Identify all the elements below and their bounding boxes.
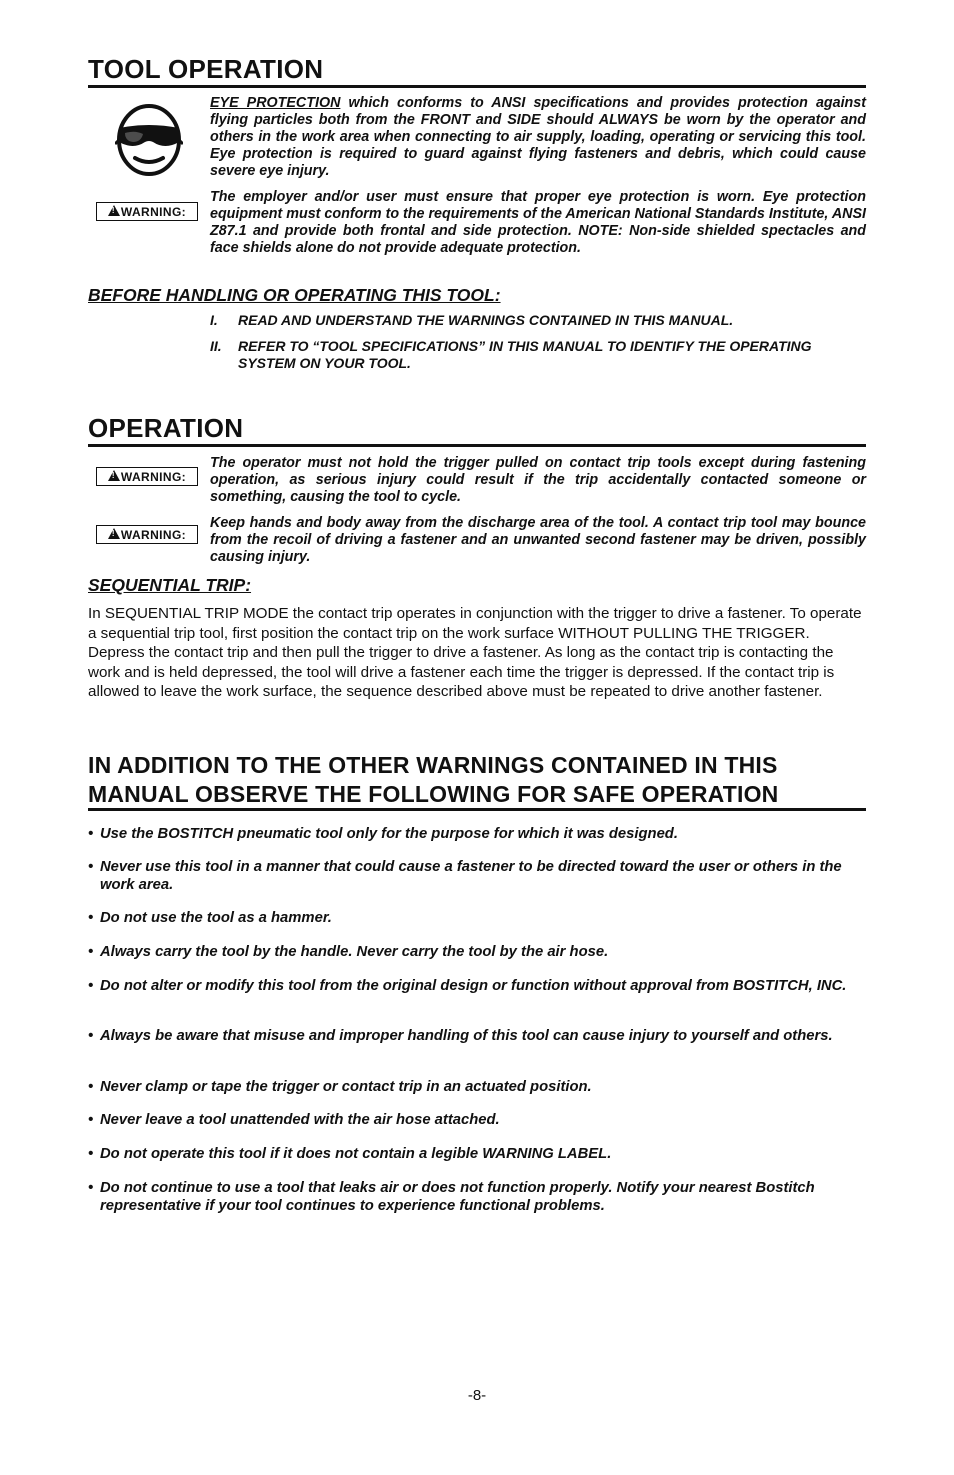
safety-goggles-face-icon [115,100,183,176]
sequential-trip-text: In SEQUENTIAL TRIP MODE the contact trip operates in conjunction with the trigger to drive a fastener. To operate a sequential trip tool, first position the contact trip on the work surface WITHOUT PULLING THE TRIGGER. Depress the contact trip and then pull the trigger to drive a fastener. As long as the contact trip is contacting the work and is held depressed, the tool will drive a fastener each time the trigger is depressed. If the contact trip is allowed to leave the work surface, the sequence described above must be repeated to drive another fastener. [88,605,862,701]
bullet-dot: • [88,859,94,875]
warning-triangle-icon [108,205,120,216]
bullet-text: Always carry the tool by the handle. Never carry the tool by the air hose. [100,944,609,960]
bullet-dot: • [88,1112,94,1128]
bullet-dot: • [88,1180,94,1196]
before-handling-heading: BEFORE HANDLING OR OPERATING THIS TOOL: [88,285,501,305]
bullet-text: Never clamp or tape the trigger or contact trip in an actuated position. [100,1079,592,1095]
warning-triangle-icon [108,528,120,539]
safety-heading-line1: IN ADDITION TO THE OTHER WARNINGS CONTAINED IN THIS [88,752,778,778]
eye-protection-lead: EYE PROTECTION [210,95,341,111]
warning-badge [96,202,198,221]
bullet-dot: • [88,910,94,926]
step-text: READ AND UNDERSTAND THE WARNINGS CONTAINED IN THIS MANUAL. [238,312,734,328]
warning-label: WARNING: [120,204,187,219]
bullet-text: Do not continue to use a tool that leaks air or does not function properly. Notify your nearest Bostitch representative if your tool continues to experience functional problems. [100,1180,815,1214]
heading-rule [88,85,866,88]
heading-rule [88,444,866,447]
bullet-text: Always be aware that misuse and improper handling of this tool can cause injury to yourself and others. [100,1028,833,1044]
bullet-text: Do not alter or modify this tool from the original design or function without approval from BOSTITCH, INC. [100,978,847,994]
operation-heading: OPERATION [88,413,244,443]
step-text: REFER TO “TOOL SPECIFICATIONS” IN THIS MANUAL TO IDENTIFY THE OPERATING SYSTEM ON YOUR TOOL. [238,338,812,371]
eye-protection-paragraph [210,95,866,180]
tool-operation-heading: TOOL OPERATION [88,54,324,84]
trigger-warning-paragraph: The operator must not hold the trigger pulled on contact trip tools except during fastening operation, as serious injury could result if the trip accidentally contacted someone or something, causing the tool to cycle. [210,455,866,506]
bullet-dot: • [88,944,94,960]
bullet-text: Use the BOSTITCH pneumatic tool only for the purpose for which it was designed. [100,826,678,842]
bullet-dot: • [88,826,94,842]
sequential-trip-heading: SEQUENTIAL TRIP: [88,575,252,595]
page-number: -8- [467,1387,487,1404]
employer-paragraph: The employer and/or user must ensure that proper eye protection is worn. Eye protection equipment must conform to the requirements of the American National Standards Institute, ANSI Z87.1 and provide both frontal and side protection. NOTE: Non-side shielded spectacles and face shields alone do not provide adequate protection. [210,189,866,257]
warning-triangle-icon [108,470,120,481]
bullet-text: Do not use the tool as a hammer. [100,910,332,926]
safety-heading-line2: MANUAL OBSERVE THE FOLLOWING FOR SAFE OPERATION [88,781,779,807]
bullet-text: Never leave a tool unattended with the air hose attached. [100,1112,500,1128]
bullet-dot: • [88,1146,94,1162]
warning-badge [96,525,198,544]
heading-rule [88,808,866,811]
discharge-warning-paragraph: Keep hands and body away from the discharge area of the tool. A contact trip tool may bounce from the recoil of driving a fastener and an unwanted second fastener may be driven, possibly causing injury. [210,515,866,566]
bullet-dot: • [88,1079,94,1095]
warning-badge [96,467,198,486]
bullet-text: Never use this tool in a manner that could cause a fastener to be directed toward the user or others in the work area. [100,859,842,893]
eye-protection-text: which conforms to ANSI specifications and provides protection against flying particles both from the FRONT and SIDE should ALWAYS be worn by the operator and others in the work area when connecting to air supply, loading, operating or servicing this tool. Eye protection is required to guard against flying fasteners and debris, which could cause severe eye injury. [210,95,866,180]
bullet-dot: • [88,978,94,994]
bullet-text: Do not operate this tool if it does not contain a legible WARNING LABEL. [100,1146,612,1162]
warning-label: WARNING: [120,469,187,484]
step-number: II. [210,338,222,354]
bullet-dot: • [88,1028,94,1044]
warning-label: WARNING: [120,527,187,542]
step-number: I. [210,312,218,328]
